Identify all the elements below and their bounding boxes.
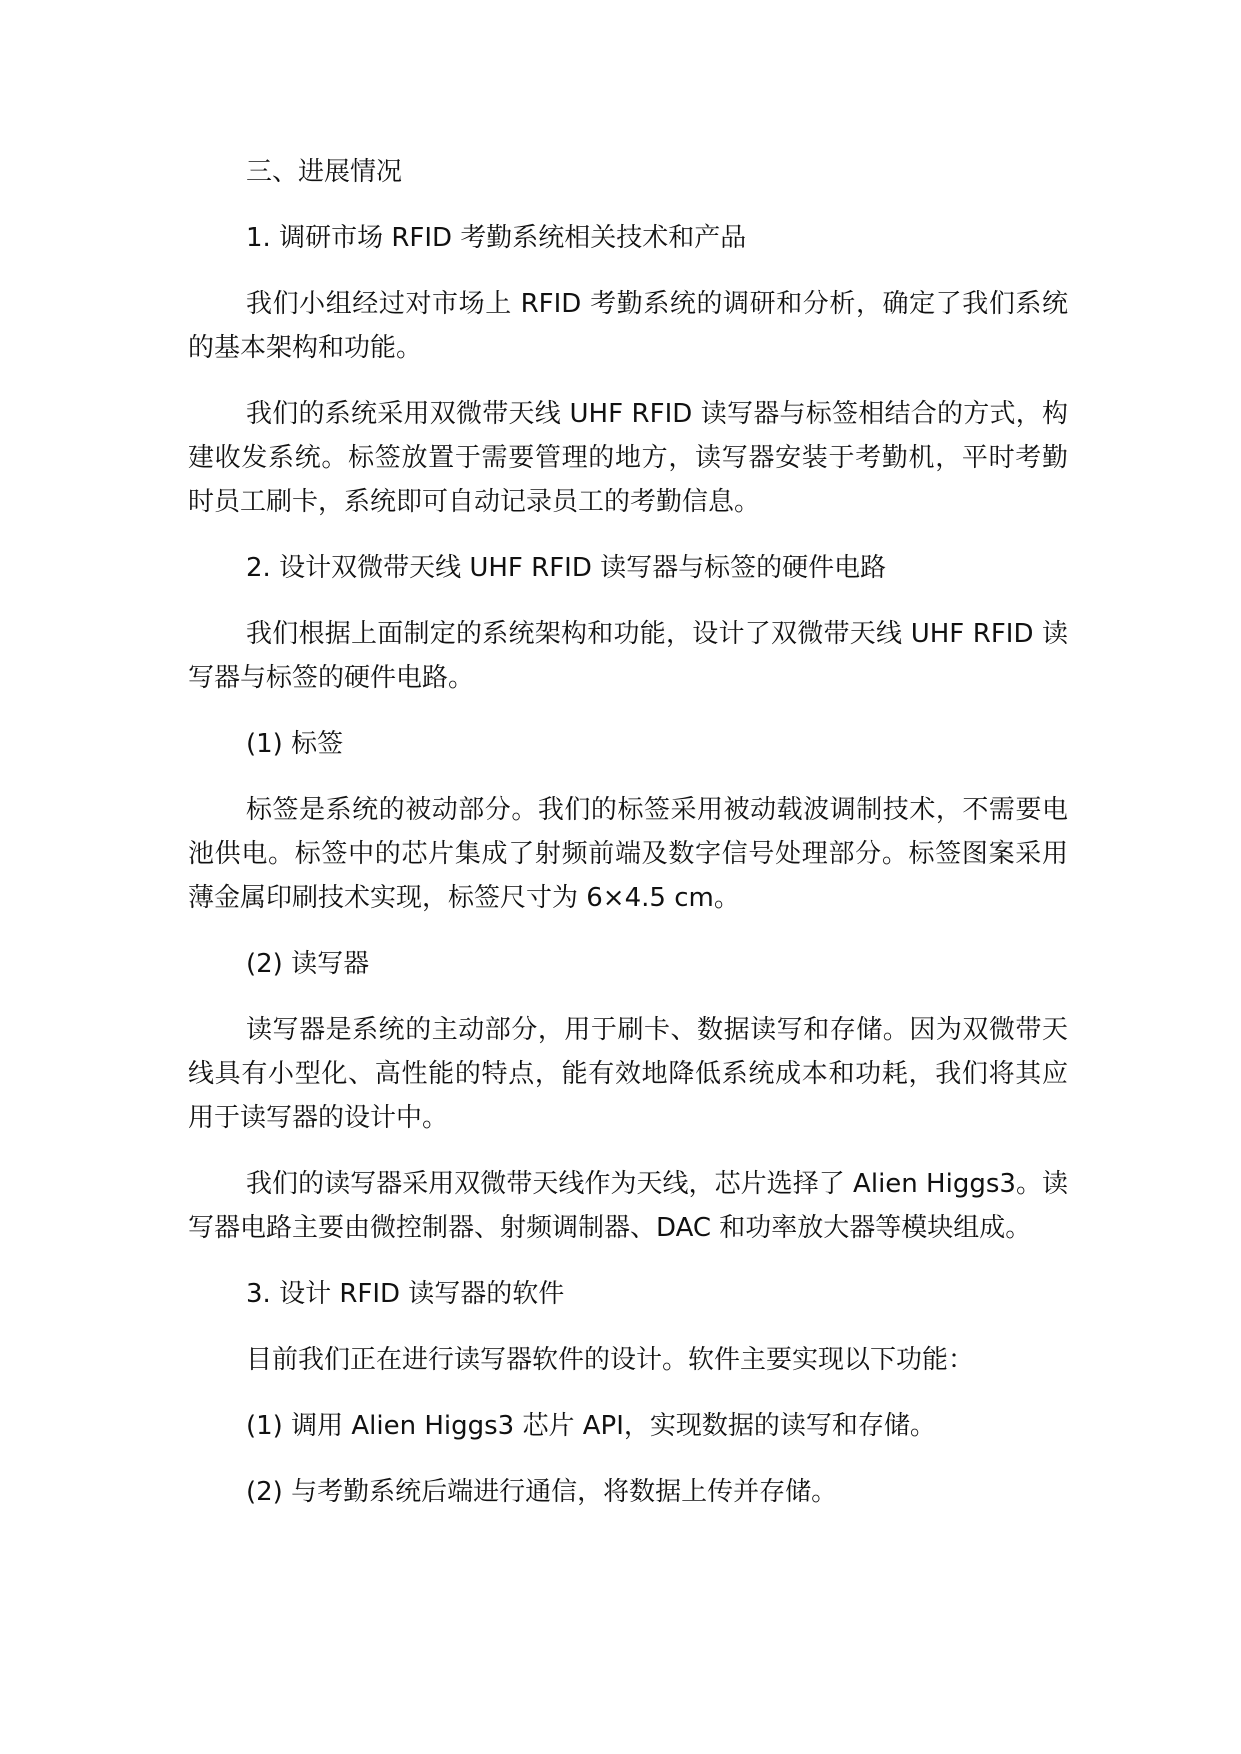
- section-title: 三、进展情况: [246, 157, 403, 187]
- paragraph: 我们的系统采用双微带天线 UHF RFID 读写器与标签相结合的方式，构建收发系统。标签放置于需要管理的地方，读写器安装于考勤机，平时考勤时员工刷卡，系统即可自动记录员工的考勤信息。: [188, 399, 1068, 517]
- list-item: (1) 调用 Alien Higgs3 芯片 API，实现数据的读写和存储。: [246, 1411, 936, 1441]
- paragraph: 读写器是系统的主动部分，用于刷卡、数据读写和存储。因为双微带天线具有小型化、高性能的特点，能有效地降低系统成本和功耗，我们将其应用于读写器的设计中。: [188, 1015, 1068, 1133]
- list-item: (2) 与考勤系统后端进行通信，将数据上传并存储。: [246, 1477, 838, 1507]
- paragraph: 标签是系统的被动部分。我们的标签采用被动载波调制技术，不需要电池供电。标签中的芯片集成了射频前端及数字信号处理部分。标签图案采用薄金属印刷技术实现，标签尺寸为 6×4.5 cm。: [188, 795, 1068, 913]
- paragraph: 我们的读写器采用双微带天线作为天线，芯片选择了 Alien Higgs3。读写器电路主要由微控制器、射频调制器、DAC 和功率放大器等模块组成。: [188, 1169, 1068, 1243]
- subsection-heading-2: 2. 设计双微带天线 UHF RFID 读写器与标签的硬件电路: [246, 553, 887, 583]
- paragraph: 我们根据上面制定的系统架构和功能，设计了双微带天线 UHF RFID 读写器与标签的硬件电路。: [188, 619, 1068, 693]
- paragraph: 目前我们正在进行读写器软件的设计。软件主要实现以下功能：: [246, 1345, 975, 1375]
- sub-item-heading-tag: (1) 标签: [246, 729, 344, 759]
- sub-item-heading-reader: (2) 读写器: [246, 949, 370, 979]
- subsection-heading-3: 3. 设计 RFID 读写器的软件: [246, 1279, 565, 1309]
- document-body: [188, 150, 1068, 1536]
- subsection-heading-1: 1. 调研市场 RFID 考勤系统相关技术和产品: [246, 223, 747, 253]
- paragraph: 我们小组经过对市场上 RFID 考勤系统的调研和分析，确定了我们系统的基本架构和功能。: [188, 289, 1068, 363]
